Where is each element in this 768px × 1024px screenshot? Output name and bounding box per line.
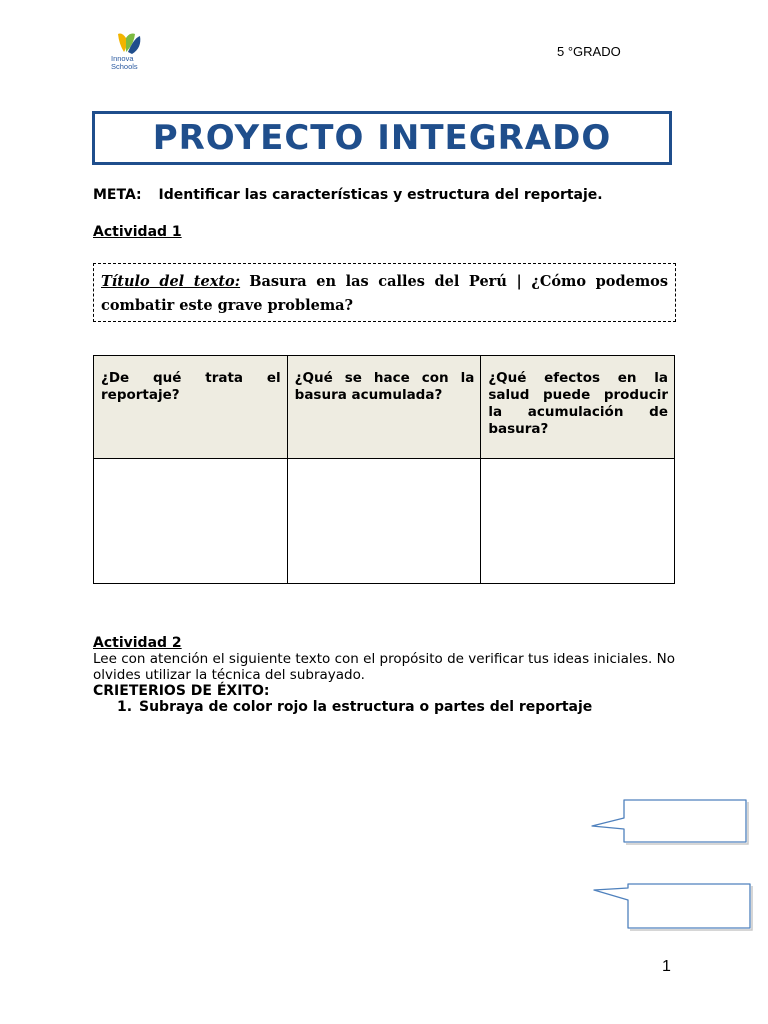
list-item (117, 699, 592, 715)
grade-label: 5 °GRADO (557, 44, 621, 59)
logo-text (111, 55, 138, 71)
table-header-row (94, 356, 675, 459)
logo-text-line2: Schools (111, 62, 138, 71)
activity2-heading: Actividad 2 (93, 635, 182, 651)
page-title: PROYECTO INTEGRADO (152, 118, 612, 158)
table-header-cell: ¿Qué efectos en la salud puede producir la acumulación de basura? (481, 356, 675, 459)
question-table (93, 355, 675, 584)
title-box (92, 111, 672, 165)
table-header-cell: ¿Qué se hace con la basura acumulada? (287, 356, 481, 459)
meta-label: META: (93, 187, 142, 203)
page-number: 1 (662, 958, 671, 975)
callout-box-shape[interactable] (590, 798, 750, 846)
activity1-heading: Actividad 1 (93, 224, 182, 240)
answer-cell[interactable] (287, 459, 481, 584)
meta-line (93, 187, 603, 203)
text-title-box (93, 263, 676, 322)
table-answer-row (94, 459, 675, 584)
list-item-text: Subraya de color rojo la estructura o partes del reportaje (139, 699, 593, 715)
answer-cell[interactable] (481, 459, 675, 584)
criteria-list (117, 699, 592, 715)
logo-text-line1: Innova (111, 54, 134, 63)
answer-cell[interactable] (94, 459, 288, 584)
text-title-label: Título del texto: (101, 273, 241, 290)
activity2-instructions: Lee con atención el siguiente texto con el propósito de verificar tus ideas iniciales. No olvides utilizar la técnica del subrayado. (93, 651, 675, 683)
text-title-value: Basura en las calles del Perú | ¿Cómo podemos combatir este grave problema? (101, 273, 668, 314)
callout-box-shape[interactable] (592, 882, 754, 932)
list-item-number: 1. (117, 699, 133, 715)
meta-text: Identificar las características y estructura del reportaje. (158, 187, 603, 203)
criteria-heading: CRIETERIOS DE ÉXITO: (93, 683, 270, 699)
table-header-cell: ¿De qué trata el reportaje? (94, 356, 288, 459)
